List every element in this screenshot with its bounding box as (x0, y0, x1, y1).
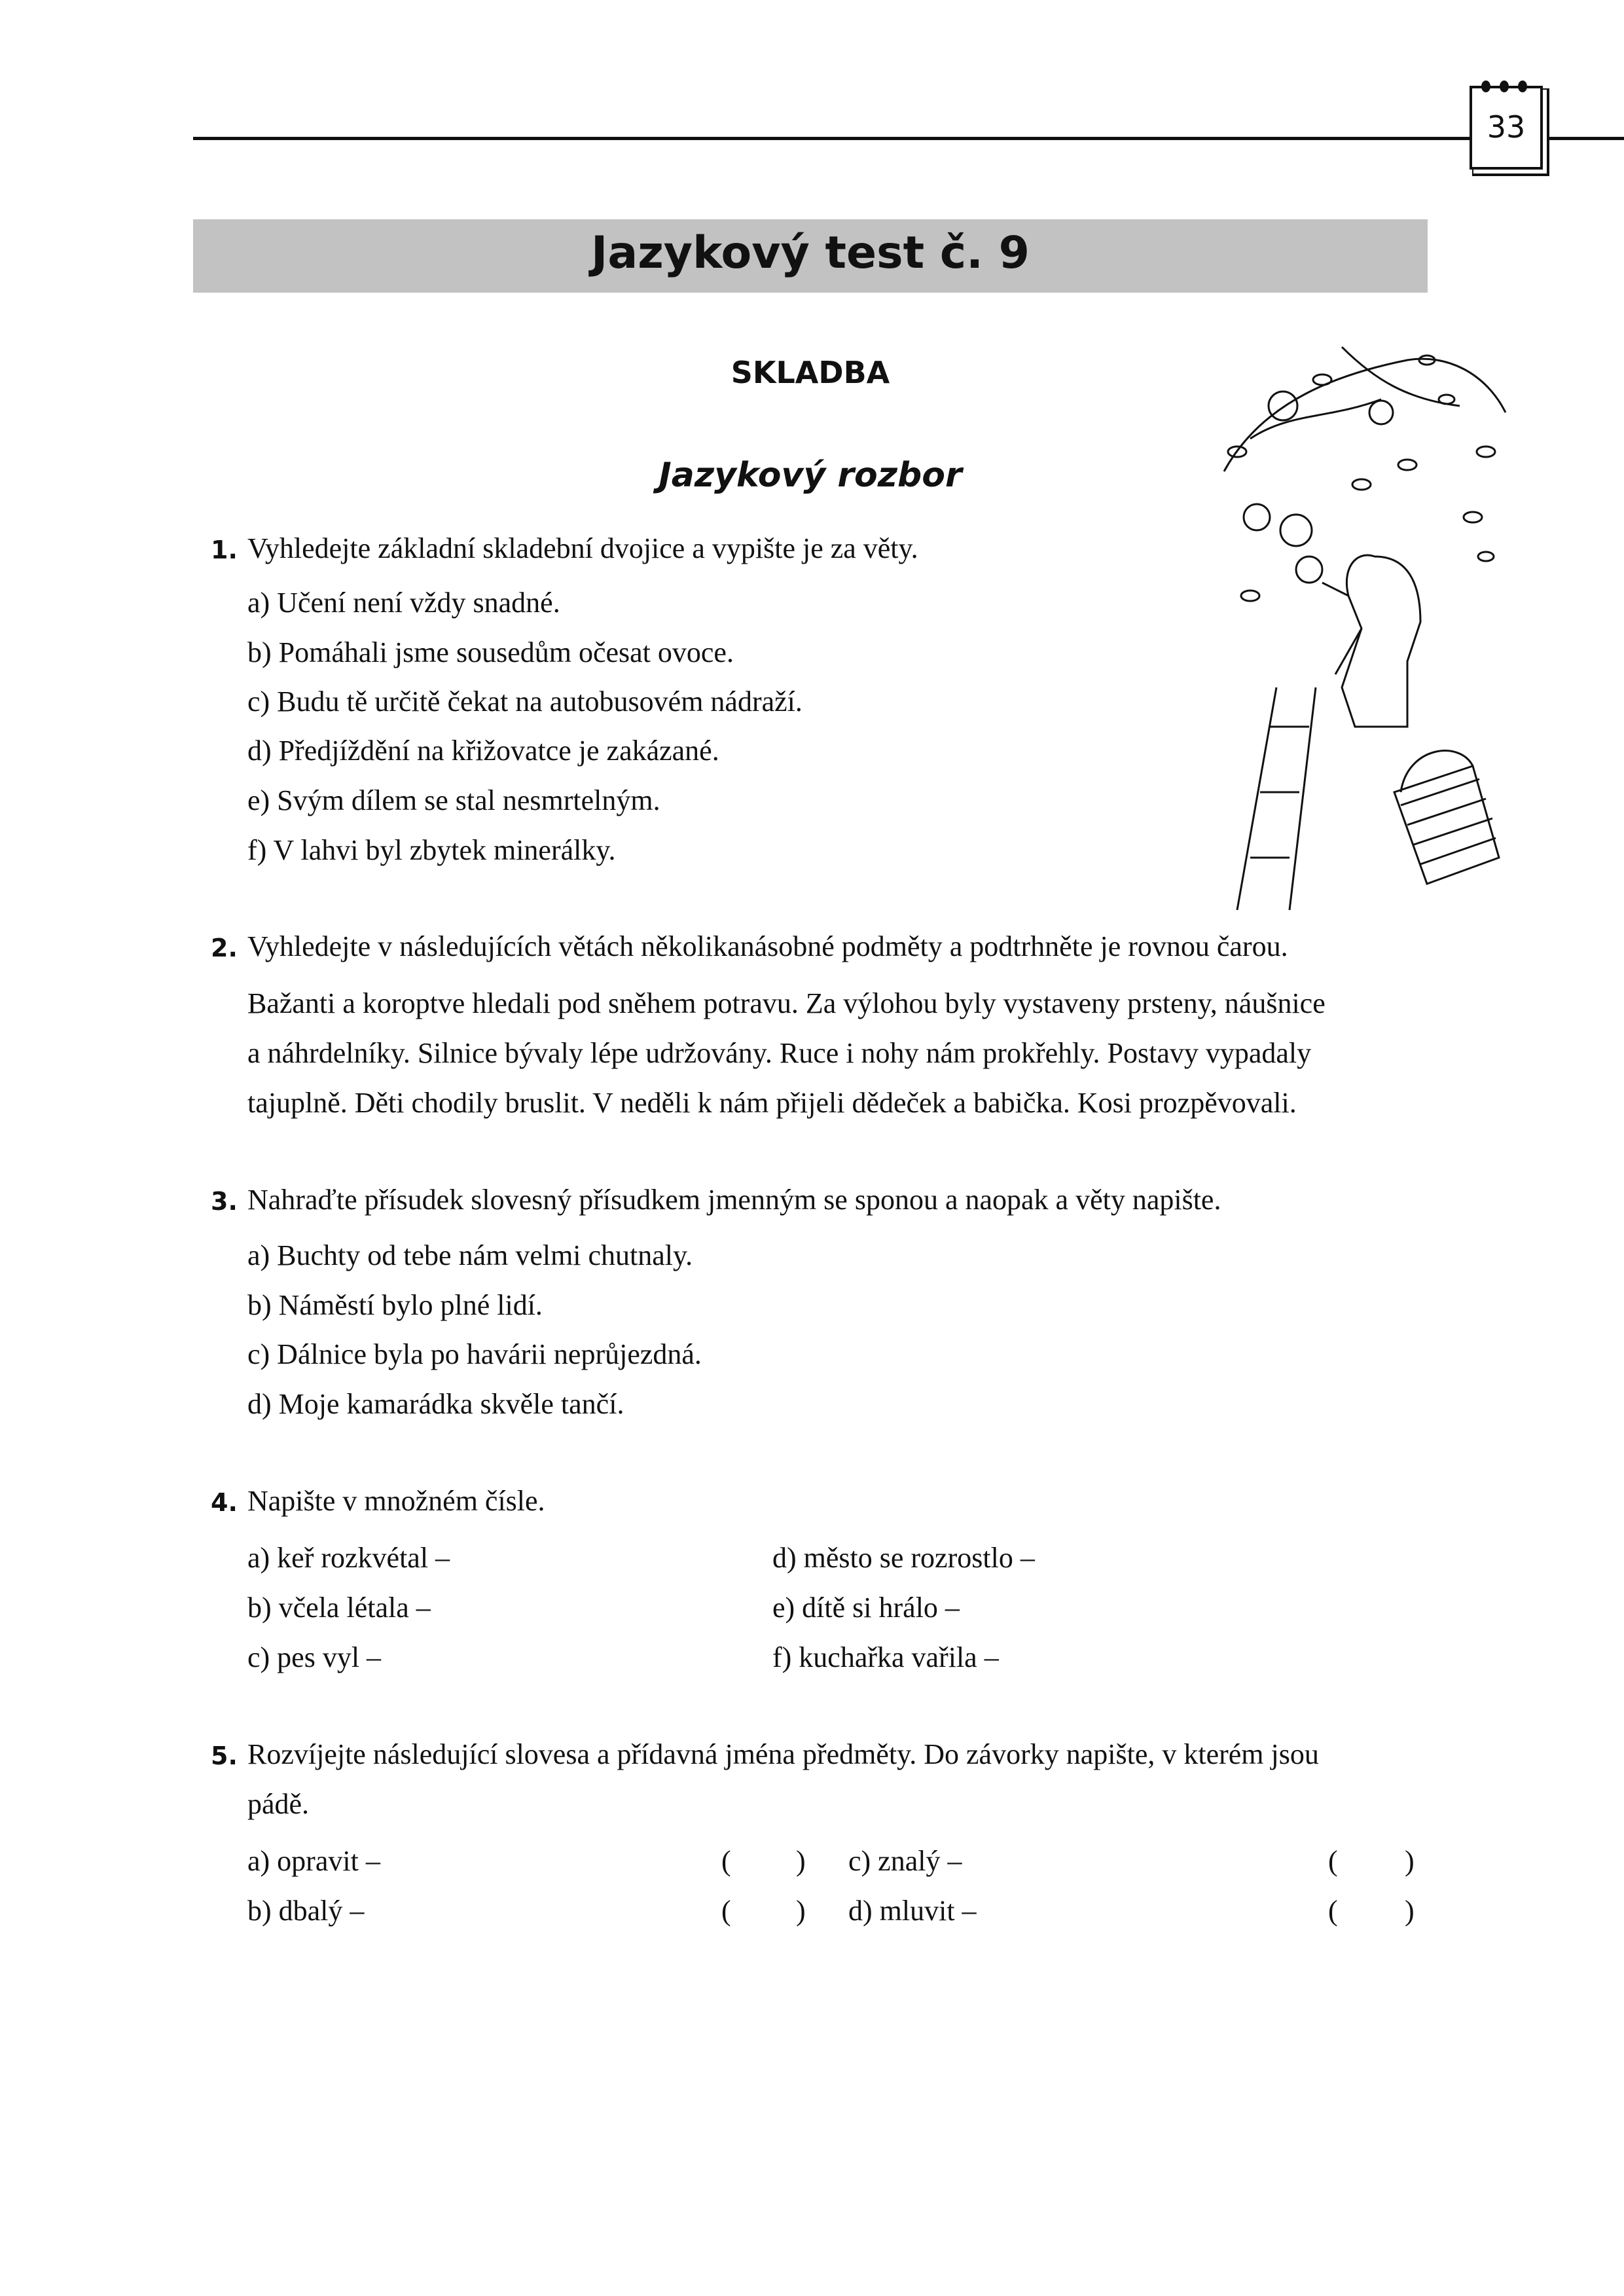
list-item: d) město se rozrostlo – (772, 1542, 1035, 1574)
page-number-notepad (1470, 86, 1543, 170)
title-bar (193, 219, 1428, 293)
list-item: c) pes vyl – (247, 1641, 382, 1673)
task-prompt-cont: pádě. (247, 1788, 310, 1820)
task-number: 5. (211, 1741, 238, 1770)
list-item: c) znalý – (848, 1845, 962, 1877)
paren-open: ( (721, 1895, 731, 1927)
list-item: d) Moje kamarádka skvěle tančí. (247, 1388, 624, 1420)
list-item: b) dbalý – (247, 1895, 365, 1927)
girl-picking-apples-illustration (1211, 321, 1519, 910)
paren-close: ) (1405, 1845, 1415, 1877)
task-number: 1. (211, 536, 238, 564)
task-prompt: Napište v množném čísle. (247, 1485, 545, 1517)
task-prompt: Vyhledejte základní skladební dvojice a vypište je za věty. (247, 532, 918, 564)
header-rule-right (1542, 137, 1624, 140)
list-item: d) Předjíždění na křižovatce je zakázané. (247, 735, 719, 767)
ring-icon (1518, 81, 1527, 92)
list-item: c) Budu tě určitě čekat na autobusovém nádraží. (247, 685, 803, 718)
paren-open: ( (1328, 1845, 1338, 1877)
subsection-heading: Jazykový rozbor (659, 456, 962, 495)
task-number: 2. (211, 934, 238, 962)
paren-close: ) (796, 1845, 806, 1877)
task-prompt: Nahraďte přísudek slovesný přísudkem jmenným se sponou a naopak a věty napište. (247, 1184, 1221, 1216)
page-title: Jazykový test č. 9 (591, 227, 1030, 279)
list-item: d) mluvit – (848, 1895, 977, 1927)
task-number: 4. (211, 1488, 238, 1517)
section-heading: SKLADBA (731, 355, 890, 390)
paren-close: ) (1405, 1895, 1415, 1927)
paragraph-line: tajuplně. Děti chodily bruslit. V neděli k nám přijeli dědeček a babička. Kosi prozpěvovali. (247, 1087, 1297, 1119)
task-prompt: Rozvíjejte následující slovesa a přídavná jména předměty. Do závorky napište, v kterém jsou (247, 1738, 1319, 1770)
paren-open: ( (1328, 1895, 1338, 1927)
list-item: a) Učení není vždy snadné. (247, 587, 560, 619)
list-item: a) opravit – (247, 1845, 380, 1877)
list-item: b) včela létala – (247, 1592, 431, 1624)
paren-close: ) (796, 1895, 806, 1927)
list-item: c) Dálnice byla po havárii neprůjezdná. (247, 1338, 702, 1370)
task-number: 3. (211, 1187, 238, 1216)
list-item: f) kuchařka vařila – (772, 1641, 999, 1673)
list-item: a) Buchty od tebe nám velmi chutnaly. (247, 1239, 693, 1271)
ring-icon (1481, 81, 1490, 92)
list-item: a) keř rozkvétal – (247, 1542, 450, 1574)
list-item: e) dítě si hrálo – (772, 1592, 960, 1624)
paren-open: ( (721, 1845, 731, 1877)
ring-icon (1500, 81, 1509, 92)
paragraph-line: Bažanti a koroptve hledali pod sněhem potravu. Za výlohou byly vystaveny prsteny, náušnice (247, 987, 1326, 1019)
list-item: e) Svým dílem se stal nesmrtelným. (247, 784, 660, 816)
list-item: f) V lahvi byl zbytek minerálky. (247, 834, 616, 866)
list-item: b) Pomáhali jsme sousedům očesat ovoce. (247, 636, 734, 668)
paragraph-line: a náhrdelníky. Silnice bývaly lépe udržovány. Ruce i nohy nám prokřehly. Postavy vypadaly (247, 1037, 1312, 1069)
header-rule (193, 137, 1470, 140)
page-number: 33 (1487, 109, 1526, 145)
task-prompt: Vyhledejte v následujících větách několikanásobné podměty a podtrhněte je rovnou čarou. (247, 930, 1288, 962)
list-item: b) Náměstí bylo plné lidí. (247, 1289, 543, 1321)
